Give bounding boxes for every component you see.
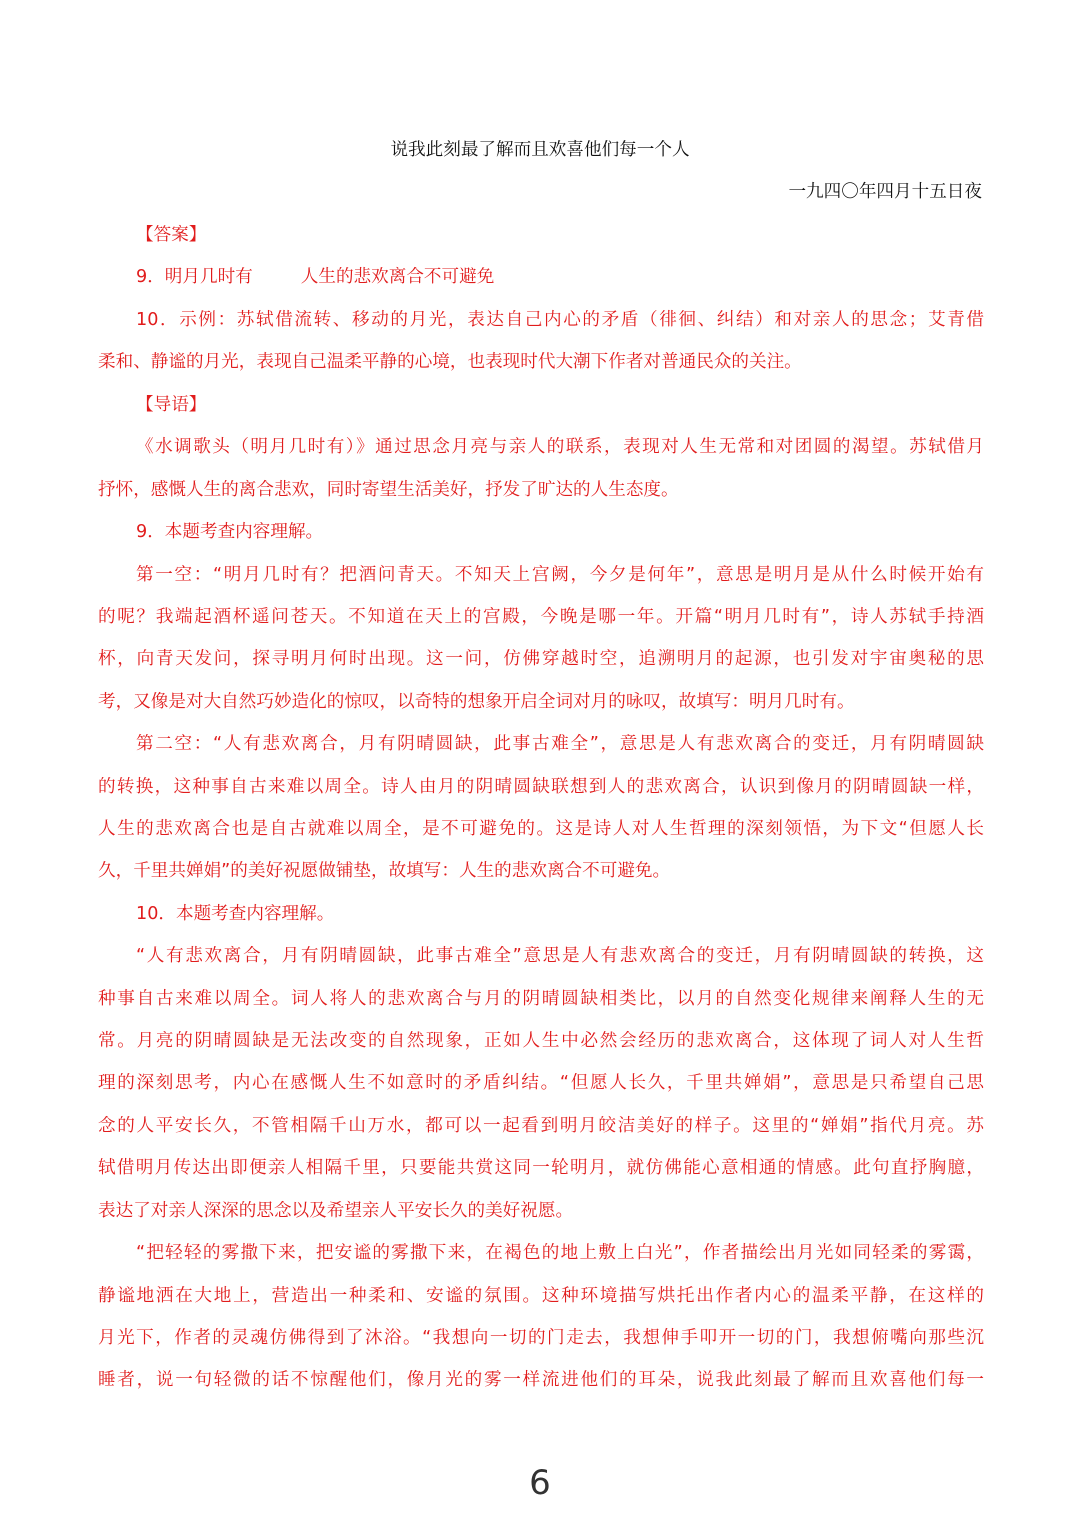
analysis10-para1-line: 理的深刻思考，内心在感慨人生不如意时的矛盾纠结。“但愿人长久，千里共婵娟”，意思是只希望自己思	[98, 1073, 984, 1093]
analysis10-para2-line: 静谧地洒在大地上，营造出一种柔和、安谧的氛围。这种环境描写烘托出作者内心的温柔平静，在这样的	[98, 1286, 984, 1306]
analysis9-blank1-line: 第一空：“明月几时有？把酒问青天。不知天上宫阙，今夕是何年”，意思是明月是从什么时候开始有	[136, 565, 984, 585]
analysis10-heading: 10．本题考查内容理解。	[136, 904, 335, 924]
analysis9-blank1-line: 考，又像是对大自然巧妙造化的惊叹，以奇特的想象开启全词对月的咏叹，故填写：明月几时有。	[98, 692, 855, 712]
guide-line: 抒怀，感慨人生的离合悲欢，同时寄望生活美好，抒发了旷达的人生态度。	[98, 480, 679, 500]
answer-q9	[136, 263, 984, 291]
analysis10-para2-line: 月光下，作者的灵魂仿佛得到了沐浴。“我想向一切的门走去，我想伸手叩开一切的门，我想俯嘴向那些沉	[98, 1328, 984, 1348]
poem-last-line: 说我此刻最了解而且欢喜他们每一个人	[390, 140, 690, 160]
answer-q9-second: 人生的悲欢离合不可避免	[300, 267, 495, 287]
analysis9-blank2-line: 久，千里共婵娟”的美好祝愿做铺垫，故填写：人生的悲欢离合不可避免。	[98, 861, 671, 881]
answer-q9-first: 9．明月几时有	[136, 267, 253, 287]
page-number: 6	[529, 1463, 551, 1503]
guide-heading: 【导语】	[136, 395, 207, 415]
analysis9-blank2-line: 的转换，这种事自古来难以周全。诗人由月的阴晴圆缺联想到人的悲欢离合，认识到像月的阴晴圆缺一样，	[98, 777, 984, 797]
analysis9-blank1-line: 的呢？我端起酒杯遥问苍天。不知道在天上的宫殿，今晚是哪一年。开篇“明月几时有”，诗人苏轼手持酒	[98, 607, 984, 627]
analysis9-blank2-line: 人生的悲欢离合也是自古就难以周全，是不可避免的。这是诗人对人生哲理的深刻领悟，为下文“但愿人长	[98, 819, 984, 839]
analysis10-para1-line: 念的人平安长久，不管相隔千山万水，都可以一起看到明月皎洁美好的样子。这里的“婵娟”指代月亮。苏	[98, 1116, 984, 1136]
poem-date: 一九四〇年四月十五日夜	[788, 182, 982, 202]
analysis9-heading: 9．本题考查内容理解。	[136, 522, 324, 542]
answer-q10-line: 柔和、静谧的月光，表现自己温柔平静的心境，也表现时代大潮下作者对普通民众的关注。	[98, 352, 802, 372]
analysis10-para2-line: 睡者，说一句轻微的话不惊醒他们，像月光的雾一样流进他们的耳朵，说我此刻最了解而且欢喜他们每一	[98, 1370, 984, 1390]
analysis10-para1-line: 轼借明月传达出即便亲人相隔千里，只要能共赏这同一轮明月，就仿佛能心意相通的情感。此句直抒胸臆，	[98, 1158, 984, 1178]
answer-heading: 【答案】	[136, 225, 207, 245]
guide-line: 《水调歌头（明月几时有）》通过思念月亮与亲人的联系，表现对人生无常和对团圆的渴望。苏轼借月	[136, 437, 984, 457]
answer-q10-line: 10．示例：苏轼借流转、移动的月光，表达自己内心的矛盾（徘徊、纠结）和对亲人的思念；艾青借	[136, 310, 984, 330]
analysis9-blank1-line: 杯，向青天发问，探寻明月何时出现。这一问，仿佛穿越时空，追溯明月的起源，也引发对宇宙奥秘的思	[98, 649, 984, 669]
analysis10-para1-line: 种事自古来难以周全。词人将人的悲欢离合与月的阴晴圆缺相类比，以月的自然变化规律来阐释人生的无	[98, 989, 984, 1009]
analysis10-para1-line: “人有悲欢离合，月有阴晴圆缺，此事古难全”意思是人有悲欢离合的变迁，月有阴晴圆缺的转换，这	[136, 946, 984, 966]
analysis10-para1-line: 表达了对亲人深深的思念以及希望亲人平安长久的美好祝愿。	[98, 1201, 574, 1221]
analysis10-para1-line: 常。月亮的阴晴圆缺是无法改变的自然现象，正如人生中必然会经历的悲欢离合，这体现了词人对人生哲	[98, 1031, 984, 1051]
analysis10-para2-line: “把轻轻的雾撒下来，把安谧的雾撒下来，在褐色的地上敷上白光”，作者描绘出月光如同轻柔的雾霭，	[136, 1243, 984, 1263]
analysis9-blank2-line: 第二空：“人有悲欢离合，月有阴晴圆缺，此事古难全”，意思是人有悲欢离合的变迁，月有阴晴圆缺	[136, 734, 984, 754]
